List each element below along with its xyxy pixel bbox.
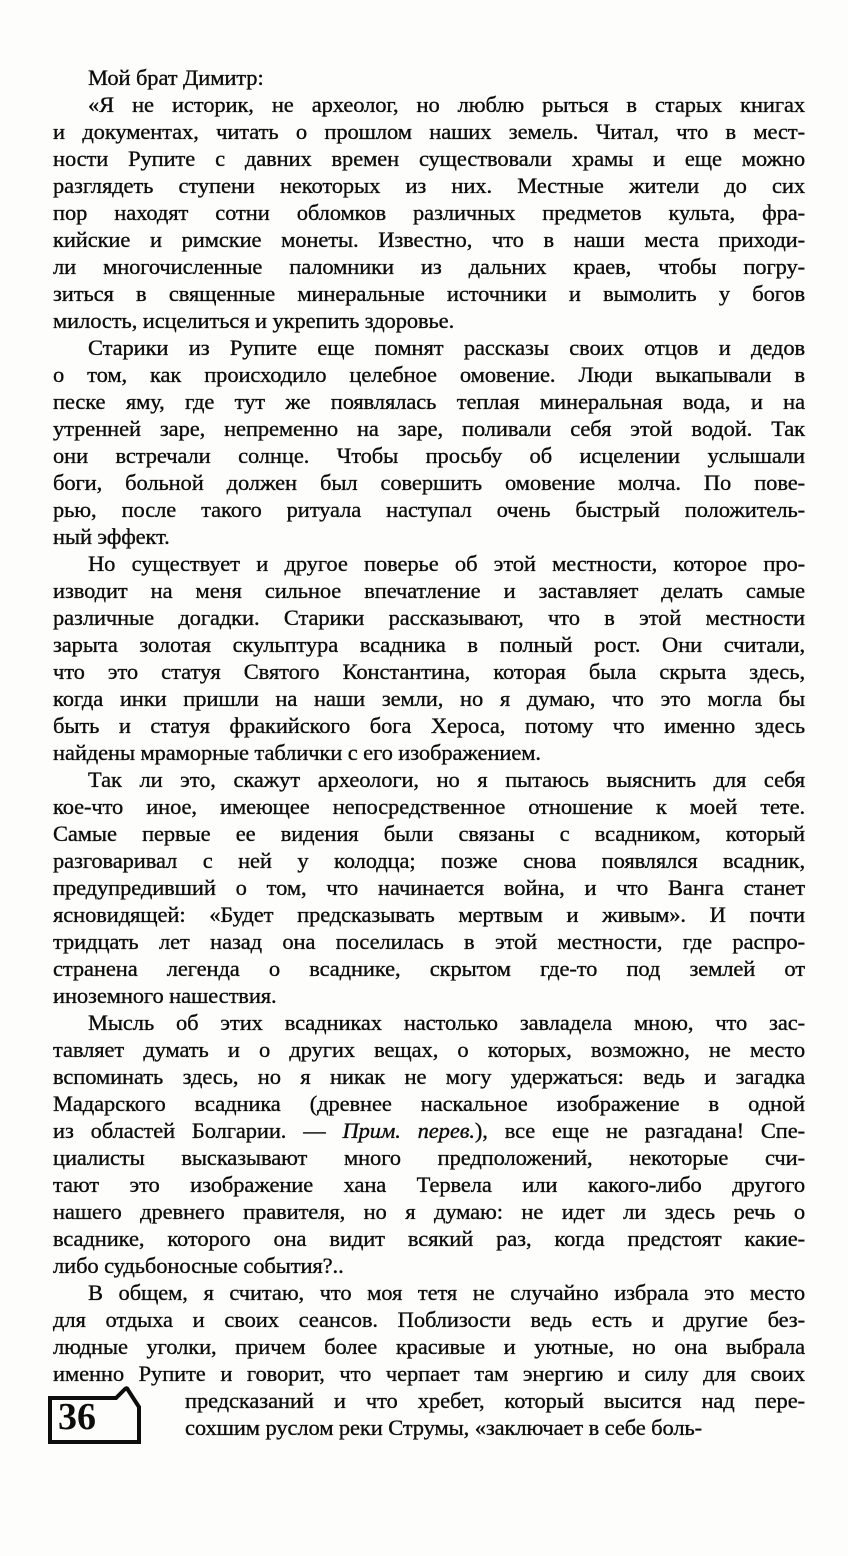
text-line: всаднике, которого она видит всякий раз, когда предстоят какие- bbox=[53, 1226, 805, 1251]
text-line: утренней заре, непременно на заре, поливали себя этой водой. Так bbox=[53, 416, 805, 441]
text-line: разглядеть ступени некоторых из них. Местные жители до сих bbox=[53, 173, 805, 198]
text-line: пор находят сотни обломков различных предметов культа, фра- bbox=[53, 200, 805, 225]
text-line: найдены мраморные таблички с его изображением. bbox=[53, 740, 541, 765]
text-line: тридцать лет назад она поселилась в этой местности, где распро- bbox=[53, 929, 805, 954]
text-line: Старики из Рупите еще помнят рассказы своих отцов и дедов bbox=[88, 335, 805, 360]
text-line: различные догадки. Старики рассказывают, что в этой местности bbox=[53, 605, 805, 630]
text-line: «Я не историк, не археолог, но люблю рыться в старых книгах bbox=[88, 92, 805, 117]
paragraph bbox=[53, 1009, 805, 1279]
paragraph bbox=[53, 334, 805, 550]
text-line: нашего древнего правителя, но я думаю: не идет ли здесь речь о bbox=[53, 1199, 805, 1224]
text-line: для отдыха и своих сеансов. Поблизости ведь есть и другие без- bbox=[53, 1307, 805, 1332]
text-line: быть и статуя фракийского бога Хероса, потому что именно здесь bbox=[53, 713, 805, 738]
text-line: тавляет думать и о других вещах, о которых, возможно, не место bbox=[53, 1037, 805, 1062]
text-line: они встречали солнце. Чтобы просьбу об исцелении услышали bbox=[53, 443, 805, 468]
text-line: Мадарского всадника (древнее наскальное изображение в одной bbox=[53, 1091, 805, 1116]
text-line: зиться в священные минеральные источники и вымолить у богов bbox=[53, 281, 805, 306]
paragraph bbox=[53, 550, 805, 766]
text-line: зарыта золотая скульптура всадника в полный рост. Они считали, bbox=[53, 632, 805, 657]
text-line: В общем, я считаю, что моя тетя не случайно избрала это место bbox=[88, 1280, 805, 1305]
text-line: кое-что иное, имеющее непосредственное отношение к моей тете. bbox=[53, 794, 805, 819]
text-line: милость, исцелиться и укрепить здоровье. bbox=[53, 308, 455, 333]
text-line: рью, после такого ритуала наступал очень быстрый положитель- bbox=[53, 497, 805, 522]
paragraph bbox=[53, 64, 805, 91]
text-line: Мой брат Димитр: bbox=[88, 65, 264, 90]
text-line: Так ли это, скажут археологи, но я пытаюсь выяснить для себя bbox=[88, 767, 805, 792]
text-line: ясновидящей: «Будет предсказывать мертвым и живым». И почти bbox=[53, 902, 805, 927]
text-line: либо судьбоносные события?.. bbox=[53, 1253, 344, 1278]
text-line: именно Рупите и говорит, что черпает там энергию и силу для своих bbox=[53, 1361, 805, 1386]
text-line: сохшим руслом реки Струмы, «заключает в себе боль- bbox=[185, 1415, 703, 1440]
text-line: иноземного нашествия. bbox=[53, 983, 277, 1008]
text-line: циалисты высказывают много предположений, некоторые счи- bbox=[53, 1145, 805, 1170]
page-number: 36 bbox=[58, 1396, 96, 1438]
text-line: странена легенда о всаднике, скрытом где-то под землей от bbox=[53, 956, 805, 981]
text-line: боги, больной должен был совершить омовение молча. По пове- bbox=[53, 470, 805, 495]
text-line: разговаривал с ней у колодца; позже снова появлялся всадник, bbox=[53, 848, 805, 873]
text-line: людные уголки, причем более красивые и уютные, но она выбрала bbox=[53, 1334, 805, 1359]
text-line: и документах, читать о прошлом наших земель. Читал, что в мест- bbox=[53, 119, 805, 144]
paragraph bbox=[53, 766, 805, 1009]
text-line: о том, как происходило целебное омовение. Люди выкапывали в bbox=[53, 362, 805, 387]
text-line: ный эффект. bbox=[53, 524, 170, 549]
text-line: песке яму, где тут же появлялась теплая минеральная вода, и на bbox=[53, 389, 805, 414]
text-line: ли многочисленные паломники из дальних краев, чтобы погру- bbox=[53, 254, 805, 279]
text-line: что это статуя Святого Константина, которая была скрыта здесь, bbox=[53, 659, 805, 684]
text-line: предупредивший о том, что начинается война, и что Ванга станет bbox=[53, 875, 805, 900]
text-column bbox=[53, 64, 805, 1441]
text-line: тают это изображение хана Тервела или какого-либо другого bbox=[53, 1172, 805, 1197]
text-line: изводит на меня сильное впечатление и заставляет делать самые bbox=[53, 578, 805, 603]
page-number-badge bbox=[46, 1386, 146, 1446]
text-line: из областей Болгарии. — Прим. перев.), все еще не разгадана! Спе- bbox=[53, 1118, 805, 1143]
paragraph bbox=[53, 91, 805, 334]
text-line: кийские и римские монеты. Известно, что в наши места приходи- bbox=[53, 227, 805, 252]
text-line: предсказаний и что хребет, который высится над пере- bbox=[185, 1388, 805, 1413]
text-line: Но существует и другое поверье об этой местности, которое про- bbox=[88, 551, 805, 576]
paragraph bbox=[53, 1279, 805, 1441]
text-line: ности Рупите с давних времен существовали храмы и еще можно bbox=[53, 146, 805, 171]
text-line: вспоминать здесь, но я никак не могу удержаться: ведь и загадка bbox=[53, 1064, 805, 1089]
text-line: Мысль об этих всадниках настолько завладела мною, что зас- bbox=[88, 1010, 805, 1035]
text-line: Самые первые ее видения были связаны с всадником, который bbox=[53, 821, 805, 846]
text-line: когда инки пришли на наши земли, но я думаю, что это могла бы bbox=[53, 686, 805, 711]
